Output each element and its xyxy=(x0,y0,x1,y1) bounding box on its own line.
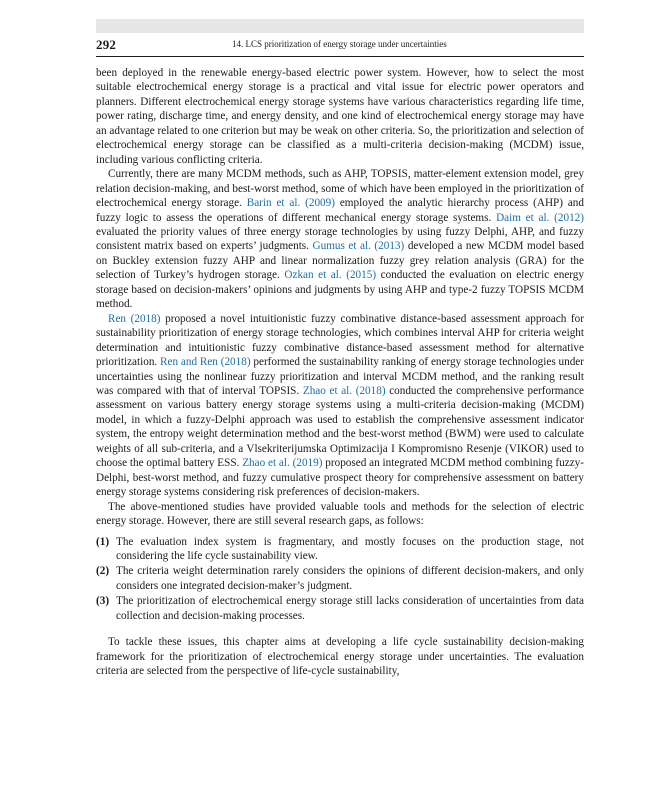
text-span: conducted the evaluation on electric energy storage based on decision-makers’ opinions and judgments by using AHP and type-2 fuzzy TOPSIS MCDM method. xyxy=(96,269,584,311)
citation-link[interactable]: Ren (2018) xyxy=(108,312,161,325)
paragraph-4: The above-mentioned studies have provided valuable tools and methods for the selection of electric energy storage. However, there are still several research gaps, as follows: xyxy=(96,500,584,528)
list-number: (2) xyxy=(96,565,110,578)
paragraph-5: To tackle these issues, this chapter aims at developing a life cycle sustainability decision-making framework for the prioritization of electrochemical energy storage under uncertainties. The evaluation criteria are selected from the perspective of life-cycle sustainability, xyxy=(96,636,584,678)
list-text: The evaluation index system is fragmentary, and mostly focuses on the production stage, not considering the life cycle sustainability view. xyxy=(116,535,584,562)
text-span: conducted the comprehensive performance assessment on various battery energy storage systems using a multi-criteria decision-making (MCDM) model, in which a fuzzy-Delphi approach was used to establish the comprehensive assessment indicator system, the entropy weight determination method and the best-worst method (BWM) were used to calculate weights of all sub-criteria, and a Vlsekriterijumska Optimizacija I Kompromisno Resenje (VIKOR) used to choose the optimal battery ESS. xyxy=(96,384,584,470)
list-item xyxy=(96,564,584,593)
list-number: (1) xyxy=(96,535,110,548)
citation-link[interactable]: Zhao et al. (2018) xyxy=(302,384,386,397)
text-span: Currently, there are many MCDM methods, such as AHP, TOPSIS, matter-element extension model, grey relation decision-making, and best-worst method, some of which have been employed in the prioritization of electrochemical energy storage. xyxy=(96,168,584,210)
text-span: proposed a novel intuitionistic fuzzy combinative distance-based assessment approach for sustainability prioritization of energy storage technologies, which combines interval AHP for criteria weight determination and intuitionistic fuzzy combinative distance-based assessment method for alternative prioritization. xyxy=(96,312,584,369)
body-text xyxy=(96,66,584,679)
top-gray-bar xyxy=(96,19,584,33)
citation-link[interactable]: Barin et al. (2009) xyxy=(246,197,335,210)
citation-link[interactable]: Gumus et al. (2013) xyxy=(312,240,405,253)
research-gaps-list xyxy=(96,535,584,624)
text-span: proposed an integrated MCDM method combining fuzzy-Delphi, best-worst method, and fuzzy cumulative prospect theory for comprehensive assessment on battery energy storage systems considering risk preferences of decision-makers. xyxy=(96,457,584,499)
running-title: 14. LCS prioritization of energy storage under uncertainties xyxy=(232,39,447,49)
text-span: developed a new MCDM model based on Buckley extension fuzzy AHP and linear normalization fuzzy grey relation analysis (GRA) for the selection of Turkey’s hydrogen storage. xyxy=(96,240,585,282)
paragraph-1: been deployed in the renewable energy-based electric power system. However, how to select the most suitable electrochemical energy storage is a practical and vital issue for electric power operators and planners. Different electrochemical energy storage systems have various characteristics regarding life time, power rating, discharge time, and energy density, and one kind of electrochemical energy storage may have an advantage related to one criterion but may be weak on other criteria. So, the prioritization and selection of electrochemical energy storage can be classified as a multi-criteria decision-making (MCDM) issue, including various conflicting criteria. xyxy=(96,67,584,166)
list-text: The prioritization of electrochemical energy storage still lacks consideration of uncertainties from data collection and decision-making processes. xyxy=(116,595,584,622)
citation-link[interactable]: Ren and Ren (2018) xyxy=(160,356,251,369)
page-number: 292 xyxy=(96,37,117,52)
citation-link[interactable]: Daim et al. (2012) xyxy=(496,211,584,224)
citation-link[interactable]: Ozkan et al. (2015) xyxy=(284,269,377,282)
list-text: The criteria weight determination rarely considers the opinions of different decision-makers, and only considers one integrated decision-maker’s judgment. xyxy=(116,565,584,592)
page-header xyxy=(96,37,584,55)
list-item xyxy=(96,535,584,564)
paragraph-3 xyxy=(96,312,584,500)
citation-link[interactable]: Zhao et al. (2019) xyxy=(242,457,323,470)
paragraph-2 xyxy=(96,167,584,312)
list-number: (3) xyxy=(96,595,110,608)
header-rule xyxy=(96,56,584,57)
list-item xyxy=(96,594,584,623)
text-span: employed the analytic hierarchy process (AHP) and fuzzy logic to assess the operations of different mechanical energy storage systems. xyxy=(96,197,584,224)
text-span: performed the sustainability ranking of energy storage technologies under uncertainties using the nonlinear fuzzy prioritization and interval MCDM method, and the ranking result was compared with that of interval TOPSIS. xyxy=(96,356,584,397)
text-span: evaluated the priority values of three energy storage technologies by using fuzzy Delphi, AHP, and fuzzy consistent matrix based on experts’ judgments. xyxy=(96,225,584,253)
